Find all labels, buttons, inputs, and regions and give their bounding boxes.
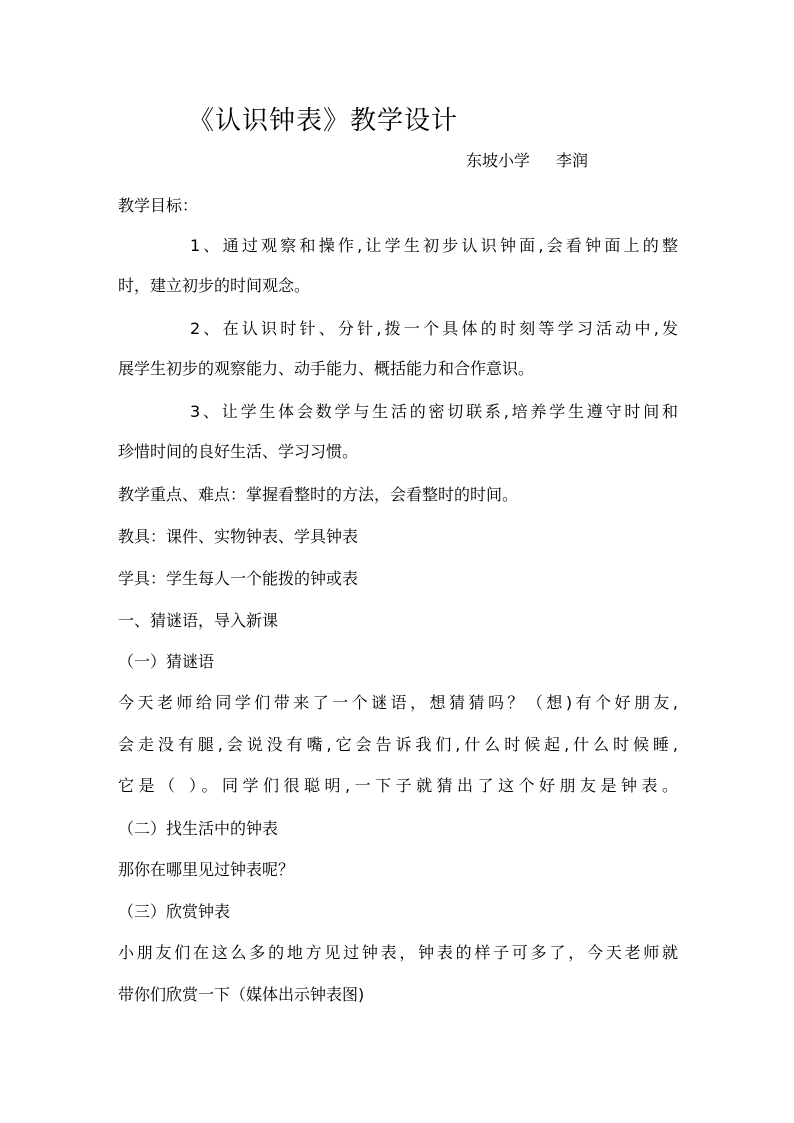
paragraph-line: 那你在哪里见过钟表呢？ bbox=[118, 860, 295, 879]
author-school: 东坡小学 bbox=[466, 151, 531, 170]
paragraph-line: 展学生初步的观察能力、动手能力、概括能力和合作意识。 bbox=[118, 359, 535, 378]
subsection-heading: （三）欣赏钟表 bbox=[118, 902, 231, 921]
subsection-heading: （一）猜谜语 bbox=[118, 652, 215, 671]
author-name: 李润 bbox=[556, 151, 589, 170]
paragraph-line: 今天老师给同学们带来了一个谜语，想猜猜吗？（想)有个好朋友, bbox=[118, 693, 678, 712]
author-line bbox=[466, 148, 588, 171]
document-title: 《认识钟表》教学设计 bbox=[188, 106, 459, 136]
paragraph-line: 会走没有腿,会说没有嘴,它会告诉我们,什么时候起,什么时候睡, bbox=[118, 735, 678, 754]
teaching-aids-line: 教具：课件、实物钟表、学具钟表 bbox=[118, 527, 359, 546]
section-heading-objectives: 教学目标： bbox=[118, 196, 199, 215]
paragraph-line: 3、让学生体会数学与生活的密切联系,培养学生遵守时间和 bbox=[190, 402, 678, 421]
student-aids-line: 学具：学生每人一个能拨的钟或表 bbox=[118, 569, 359, 588]
subsection-heading: （二）找生活中的钟表 bbox=[118, 819, 279, 838]
paragraph-line: 1、通过观察和操作,让学生初步认识钟面,会看钟面上的整 bbox=[190, 236, 678, 255]
paragraph-line: 时，建立初步的时间观念。 bbox=[118, 276, 311, 295]
paragraph-line: 珍惜时间的良好生活、学习习惯。 bbox=[118, 442, 359, 461]
paragraph-line: 它是（ ）。同学们很聪明,一下子就猜出了这个好朋友是钟表。 bbox=[118, 776, 678, 795]
section-heading-riddle: 一、猜谜语，导入新课 bbox=[118, 611, 279, 630]
paragraph-line: 带你们欣赏一下（媒体出示钟表图) bbox=[118, 985, 365, 1004]
paragraph-line: 小朋友们在这么多的地方见过钟表，钟表的样子可多了，今天老师就 bbox=[118, 943, 678, 962]
paragraph-line: 2、在认识时针、分针,拨一个具体的时刻等学习活动中,发 bbox=[190, 319, 678, 338]
key-points-line: 教学重点、难点：掌握看整时的方法，会看整时的时间。 bbox=[118, 485, 519, 504]
